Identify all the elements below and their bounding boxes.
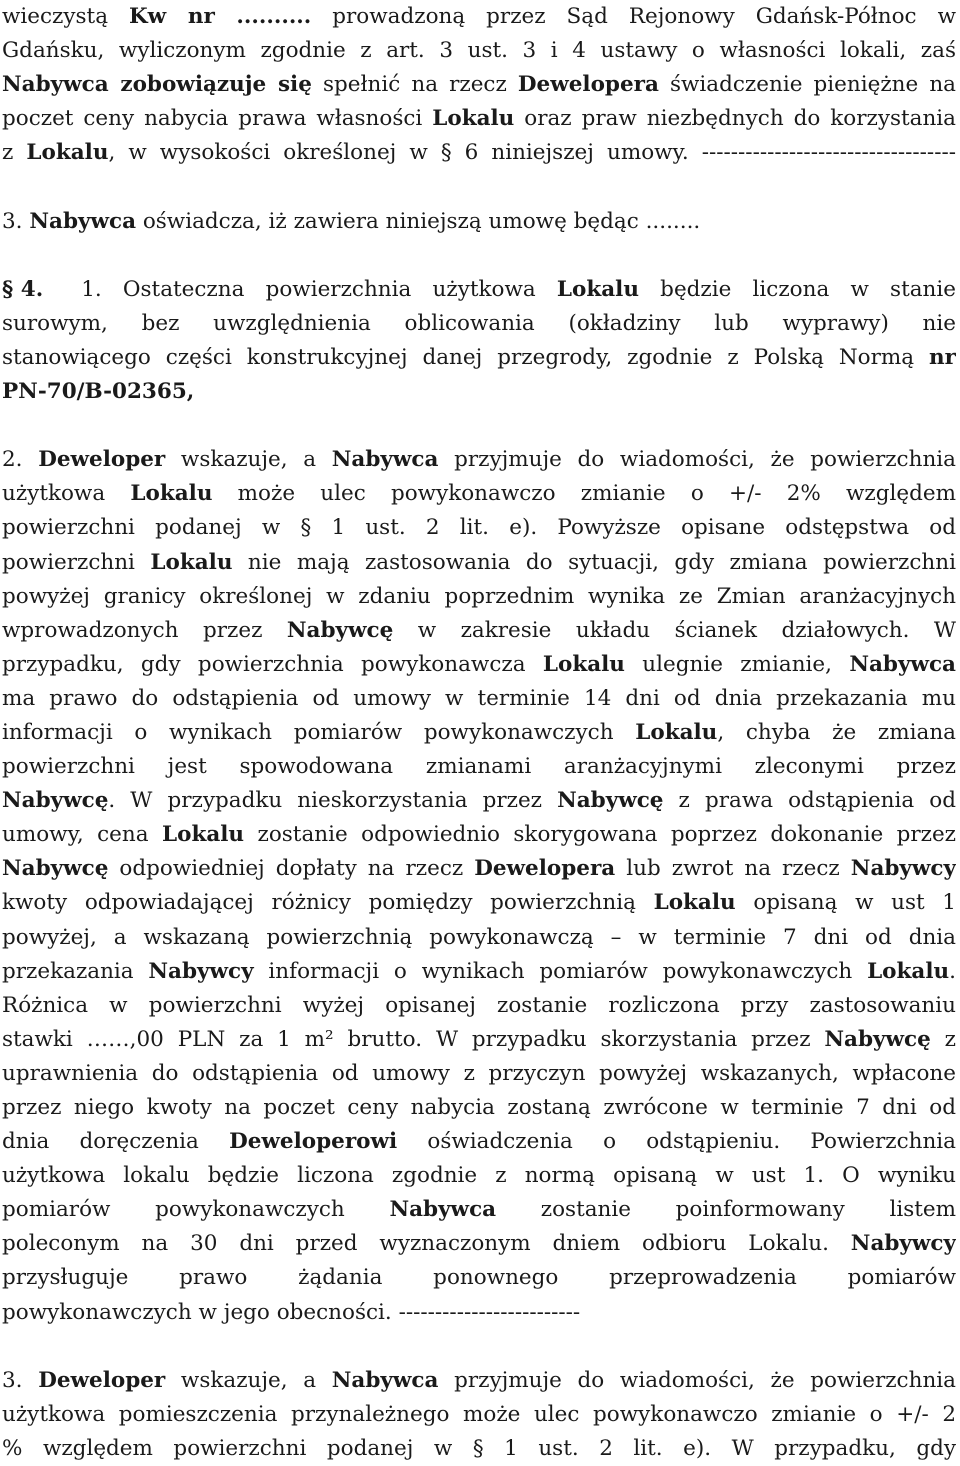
text-line xyxy=(2,546,956,580)
bold-term: Nabywcy xyxy=(148,958,254,984)
text-line xyxy=(2,443,956,477)
text-line xyxy=(2,1227,956,1261)
text-run: dnia doręczenia xyxy=(2,1129,230,1155)
text-line xyxy=(2,205,956,239)
text-run: umowy, cena xyxy=(2,822,162,848)
text-run: prowadzoną przez Sąd Rejonowy Gdańsk-Północ w xyxy=(311,4,956,29)
text-line xyxy=(2,511,956,545)
text-run: 3. xyxy=(2,208,30,234)
text-run: nie mają zastosowania do sytuacji, gdy zmiana powierzchni xyxy=(232,549,956,575)
text-run: wskazuje, a xyxy=(165,1367,332,1393)
text-run: , w wysokości określonej w § 6 niniejszej umowy. ----------------------------------- xyxy=(108,140,956,166)
text-line xyxy=(2,1296,956,1330)
bold-term: Nabywca xyxy=(849,651,956,677)
bold-term: PN-70/B-02365, xyxy=(2,379,195,405)
text-run: . W przypadku nieskorzystania przez xyxy=(108,788,558,814)
text-run: Gdańsku, wyliczonym zgodnie z art. 3 ust. 3 i 4 ustawy o własności lokali, zaś xyxy=(2,38,956,64)
text-run: pomiarów powykonawczych xyxy=(2,1197,390,1223)
bold-term: § 4. xyxy=(2,276,44,302)
text-run: , chyba że zmiana xyxy=(717,719,956,745)
bold-term: Lokalu xyxy=(635,719,718,745)
document-page xyxy=(2,0,956,1466)
bold-term: Nabywcy xyxy=(850,856,956,882)
text-run: oświadcza, iż zawiera niniejszą umowę będąc ........ xyxy=(136,208,701,234)
text-run: lub zwrot na rzecz xyxy=(615,856,851,882)
text-run: uprawnienia do odstąpienia od umowy z przyczyn powyżej wskazanych, wpłacone xyxy=(2,1060,956,1086)
bold-term: Lokalu xyxy=(867,958,950,984)
text-run: stanowiącego części konstrukcyjnej danej przegrody, zgodnie z Polską Normą xyxy=(2,344,930,370)
text-run: poleconym na 30 dni przed wyznaczonym dniem odbioru Lokalu. xyxy=(2,1231,851,1257)
text-line xyxy=(2,852,956,886)
text-line xyxy=(2,989,956,1023)
bold-term: Nabywcę xyxy=(286,617,394,643)
bold-term: Lokalu xyxy=(130,481,213,507)
bold-term: Lokalu xyxy=(432,106,515,132)
text-line xyxy=(2,886,956,920)
text-line xyxy=(2,955,956,989)
bold-term: Nabywcy xyxy=(850,1231,956,1257)
text-run: oraz praw niezbędnych do korzystania xyxy=(514,106,956,132)
text-run: przyjmuje do wiadomości, że powierzchnia xyxy=(438,1367,956,1393)
text-run: wskazuje, a xyxy=(165,447,332,473)
text-line xyxy=(2,1091,956,1125)
text-run: powyżej granicy określonej w zdaniu poprzednim wynika ze Zmian aranżacyjnych xyxy=(2,583,956,609)
text-line xyxy=(2,1261,956,1295)
bold-term: Deweloper xyxy=(38,447,166,473)
text-run: oświadczenia o odstąpieniu. Powierzchnia xyxy=(397,1129,956,1155)
bold-term: Nabywcę xyxy=(2,788,109,814)
text-run: odpowiedniej dopłaty na rzecz xyxy=(108,856,475,882)
bold-term: Nabywca xyxy=(331,1367,439,1393)
text-line xyxy=(2,716,956,750)
text-line xyxy=(2,136,956,170)
text-run: użytkowa lokalu będzie liczona zgodnie z normą opisaną w ust 1. O wyniku xyxy=(2,1163,956,1189)
text-run: stawki ……,00 PLN za 1 m² brutto. W przypadku skorzystania przez xyxy=(2,1026,825,1052)
text-run: ulegnie zmianie, xyxy=(624,651,850,677)
text-line xyxy=(2,341,956,375)
text-run: wieczystą xyxy=(2,4,129,29)
paragraph-gap xyxy=(2,170,956,204)
bold-term: Deweloper xyxy=(38,1367,166,1393)
text-run: z prawa odstąpienia od xyxy=(663,788,956,814)
text-run: 3. xyxy=(2,1367,39,1393)
text-run: powyżej, a wskazaną powierzchnią powykonawczą – w terminie 7 dni od dnia xyxy=(2,924,956,950)
bold-term: Lokalu xyxy=(653,890,736,916)
text-run: powierzchni jest spowodowana zmianami aranżacyjnymi zleconymi przez xyxy=(2,754,956,780)
text-line xyxy=(2,34,956,68)
text-line xyxy=(2,1193,956,1227)
text-run: 1. Ostateczna powierzchnia użytkowa xyxy=(81,276,557,302)
text-run: z xyxy=(2,140,27,166)
text-run: zostanie odpowiednio skorygowana poprzez dokonanie przez xyxy=(244,822,956,848)
text-run: zostanie poinformowany listem xyxy=(496,1197,956,1223)
text-run: informacji o wynikach pomiarów powykonawczych xyxy=(253,958,868,984)
text-run: 2. xyxy=(2,447,39,473)
bold-term: Lokalu xyxy=(161,822,245,848)
text-run: powykonawczych w jego obecności. ------------------------- xyxy=(2,1299,581,1325)
text-run: % względem powierzchni podanej w § 1 ust. 2 lit. e). W przypadku, gdy xyxy=(2,1435,956,1461)
text-line xyxy=(2,750,956,784)
text-run: powierzchni podanej w § 1 ust. 2 lit. e). Powyższe opisane odstępstwa od xyxy=(2,515,956,541)
text-line xyxy=(2,648,956,682)
text-run: świadczenie pieniężne na xyxy=(658,72,956,98)
text-line xyxy=(2,68,956,102)
text-line xyxy=(2,1057,956,1091)
text-line xyxy=(2,1432,956,1466)
bold-term: Dewelopera xyxy=(517,72,659,98)
bold-term: Nabywcę xyxy=(2,856,109,882)
text-line xyxy=(2,580,956,614)
text-line xyxy=(2,307,956,341)
text-run: przekazania xyxy=(2,958,149,984)
text-line xyxy=(2,1023,956,1057)
bold-term: Lokalu xyxy=(26,140,109,166)
text-line xyxy=(2,1364,956,1398)
text-line xyxy=(2,477,956,511)
text-run: surowym, bez uwzględnienia oblicowania (okładziny lub wyprawy) nie xyxy=(2,310,956,336)
text-line xyxy=(2,0,956,34)
bold-term: Lokalu xyxy=(150,549,233,575)
text-run: Różnica w powierzchni wyżej opisanej zostanie rozliczona przy zastosowaniu xyxy=(2,992,956,1018)
text-run: poczet ceny nabycia prawa własności xyxy=(2,106,433,132)
text-line xyxy=(2,921,956,955)
text-run: będzie liczona w stanie xyxy=(638,276,956,302)
text-line xyxy=(2,614,956,648)
text-run: przysługuje prawo żądania ponownego przeprowadzenia pomiarów xyxy=(2,1265,956,1291)
text-run: użytkowa pomieszczenia przynależnego może ulec powykonawczo zmianie o +/- 2 xyxy=(2,1401,956,1427)
text-line xyxy=(2,375,956,409)
text-line xyxy=(2,682,956,716)
text-run: informacji o wynikach pomiarów powykonawczych xyxy=(2,719,636,745)
text-line xyxy=(2,1159,956,1193)
text-line xyxy=(2,784,956,818)
text-run: w zakresie układu ścianek działowych. W xyxy=(393,617,956,643)
bold-term: Nabywca xyxy=(331,447,439,473)
text-run: z xyxy=(930,1026,956,1052)
text-line xyxy=(2,1398,956,1432)
text-run: spełnić na rzecz xyxy=(311,72,518,98)
text-run: . xyxy=(949,958,956,984)
bold-term: Dewelopera xyxy=(474,856,616,882)
text-run: wprowadzonych przez xyxy=(2,617,287,643)
bold-term: Nabywcę xyxy=(557,788,664,814)
text-line xyxy=(2,818,956,852)
text-run: użytkowa xyxy=(2,481,131,507)
text-run: przez niego kwoty na poczet ceny nabycia zostaną zwrócone w terminie 7 dni od xyxy=(2,1095,956,1120)
text-run: kwoty odpowiadającej różnicy pomiędzy powierzchnią xyxy=(2,890,654,916)
bold-term: Lokalu xyxy=(542,651,625,677)
bold-term: Lokalu xyxy=(556,276,639,302)
text-run: przypadku, gdy powierzchnia powykonawcza xyxy=(2,651,543,677)
bold-term: Nabywca zobowiązuje się xyxy=(2,72,312,98)
text-line xyxy=(2,102,956,136)
bold-term: Deweloperowi xyxy=(229,1129,398,1155)
text-run: przyjmuje do wiadomości, że powierzchnia xyxy=(438,447,956,473)
text-line xyxy=(2,1125,956,1159)
paragraph-gap xyxy=(2,409,956,443)
bold-term: Nabywcę xyxy=(824,1026,931,1052)
bold-term: Nabywca xyxy=(29,208,136,234)
paragraph-gap xyxy=(2,1330,956,1364)
text-run: może ulec powykonawczo zmianie o +/- 2% względem xyxy=(212,481,956,507)
text-run: ma prawo do odstąpienia od umowy w terminie 14 dni od dnia przekazania mu xyxy=(2,685,956,711)
bold-term: nr xyxy=(929,344,956,370)
text-line xyxy=(2,273,956,307)
bold-term: Kw nr .......... xyxy=(129,4,312,29)
text-run: powierzchni xyxy=(2,549,151,575)
paragraph-gap xyxy=(2,239,956,273)
bold-term: Nabywca xyxy=(389,1197,497,1223)
text-run: opisaną w ust 1 xyxy=(735,890,956,916)
